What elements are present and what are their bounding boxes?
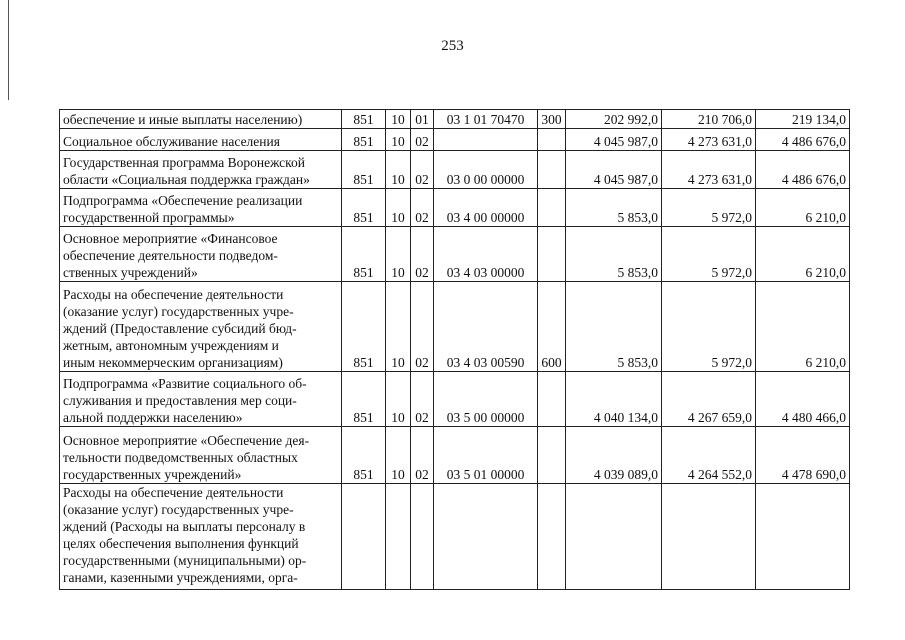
section-cell: 10	[386, 110, 411, 129]
table-row	[60, 129, 850, 151]
grbs-cell: 851	[342, 372, 386, 427]
section-cell: 10	[386, 372, 411, 427]
row-name: Социальное обслуживание населения	[60, 129, 342, 151]
year2-amount: 210 706,0	[662, 110, 756, 129]
grbs-cell: 851	[342, 189, 386, 227]
expense-type-cell	[538, 189, 566, 227]
year1-amount: 5 853,0	[566, 227, 662, 282]
grbs-cell: 851	[342, 427, 386, 484]
target-article-cell: 03 5 00 00000	[434, 372, 538, 427]
year2-amount	[662, 484, 756, 590]
year3-amount	[756, 484, 850, 590]
subsection-cell: 01	[411, 110, 434, 129]
budget-table	[59, 109, 850, 590]
row-name: Основное мероприятие «Финансовое обеспечение деятельности подведом- ственных учреждений»	[60, 227, 342, 282]
target-article-cell: 03 4 03 00000	[434, 227, 538, 282]
year1-amount	[566, 484, 662, 590]
subsection-cell: 02	[411, 129, 434, 151]
year2-amount: 4 264 552,0	[662, 427, 756, 484]
target-article-cell	[434, 129, 538, 151]
year2-amount: 5 972,0	[662, 227, 756, 282]
row-name: Расходы на обеспечение деятельности (оказание услуг) государственных учре- ждений (Расходы на выплаты персоналу в целях обеспечения выполнения функций государственными (муниципальными) ор- ганами, казенными учреждениями, орга-	[60, 484, 342, 590]
section-cell: 10	[386, 129, 411, 151]
year3-amount: 4 480 466,0	[756, 372, 850, 427]
row-name: обеспечение и иные выплаты населению)	[60, 110, 342, 129]
row-name: Государственная программа Воронежской области «Социальная поддержка граждан»	[60, 151, 342, 189]
target-article-cell: 03 1 01 70470	[434, 110, 538, 129]
target-article-cell: 03 4 00 00000	[434, 189, 538, 227]
section-cell: 10	[386, 282, 411, 372]
year2-amount: 4 267 659,0	[662, 372, 756, 427]
year3-amount: 6 210,0	[756, 282, 850, 372]
subsection-cell	[411, 484, 434, 590]
expense-type-cell	[538, 484, 566, 590]
year3-amount: 4 486 676,0	[756, 151, 850, 189]
section-cell: 10	[386, 227, 411, 282]
table-row	[60, 227, 850, 282]
subsection-cell: 02	[411, 227, 434, 282]
year1-amount: 202 992,0	[566, 110, 662, 129]
grbs-cell: 851	[342, 129, 386, 151]
row-name: Подпрограмма «Обеспечение реализации государственной программы»	[60, 189, 342, 227]
table-row	[60, 151, 850, 189]
year3-amount: 4 486 676,0	[756, 129, 850, 151]
table-row	[60, 189, 850, 227]
expense-type-cell	[538, 227, 566, 282]
year1-amount: 4 045 987,0	[566, 151, 662, 189]
year3-amount: 6 210,0	[756, 189, 850, 227]
row-name: Основное мероприятие «Обеспечение дея- тельности подведомственных областных государственных учреждений»	[60, 427, 342, 484]
expense-type-cell	[538, 129, 566, 151]
row-name: Расходы на обеспечение деятельности (оказание услуг) государственных учре- ждений (Предоставление субсидий бюд- жетным, автономным учреждениям и иным некоммерческим организациям)	[60, 282, 342, 372]
target-article-cell: 03 0 00 00000	[434, 151, 538, 189]
table-row	[60, 484, 850, 590]
row-name: Подпрограмма «Развитие социального об- служивания и предоставления мер соци- альной поддержки населению»	[60, 372, 342, 427]
expense-type-cell: 300	[538, 110, 566, 129]
section-cell: 10	[386, 189, 411, 227]
table-row	[60, 110, 850, 129]
grbs-cell: 851	[342, 110, 386, 129]
year3-amount: 219 134,0	[756, 110, 850, 129]
target-article-cell: 03 4 03 00590	[434, 282, 538, 372]
target-article-cell	[434, 484, 538, 590]
table-row	[60, 282, 850, 372]
year1-amount: 4 045 987,0	[566, 129, 662, 151]
expense-type-cell	[538, 151, 566, 189]
year2-amount: 4 273 631,0	[662, 151, 756, 189]
expense-type-cell	[538, 372, 566, 427]
expense-type-cell: 600	[538, 282, 566, 372]
target-article-cell: 03 5 01 00000	[434, 427, 538, 484]
table-row	[60, 372, 850, 427]
grbs-cell: 851	[342, 227, 386, 282]
year1-amount: 5 853,0	[566, 282, 662, 372]
year1-amount: 4 040 134,0	[566, 372, 662, 427]
subsection-cell: 02	[411, 282, 434, 372]
subsection-cell: 02	[411, 372, 434, 427]
subsection-cell: 02	[411, 189, 434, 227]
grbs-cell: 851	[342, 151, 386, 189]
subsection-cell: 02	[411, 427, 434, 484]
year1-amount: 5 853,0	[566, 189, 662, 227]
page-number: 253	[441, 38, 464, 54]
year2-amount: 4 273 631,0	[662, 129, 756, 151]
subsection-cell: 02	[411, 151, 434, 189]
year3-amount: 6 210,0	[756, 227, 850, 282]
year2-amount: 5 972,0	[662, 189, 756, 227]
grbs-cell: 851	[342, 282, 386, 372]
section-cell: 10	[386, 427, 411, 484]
year1-amount: 4 039 089,0	[566, 427, 662, 484]
table-row	[60, 427, 850, 484]
section-cell: 10	[386, 151, 411, 189]
year2-amount: 5 972,0	[662, 282, 756, 372]
grbs-cell	[342, 484, 386, 590]
year3-amount: 4 478 690,0	[756, 427, 850, 484]
expense-type-cell	[538, 427, 566, 484]
section-cell	[386, 484, 411, 590]
